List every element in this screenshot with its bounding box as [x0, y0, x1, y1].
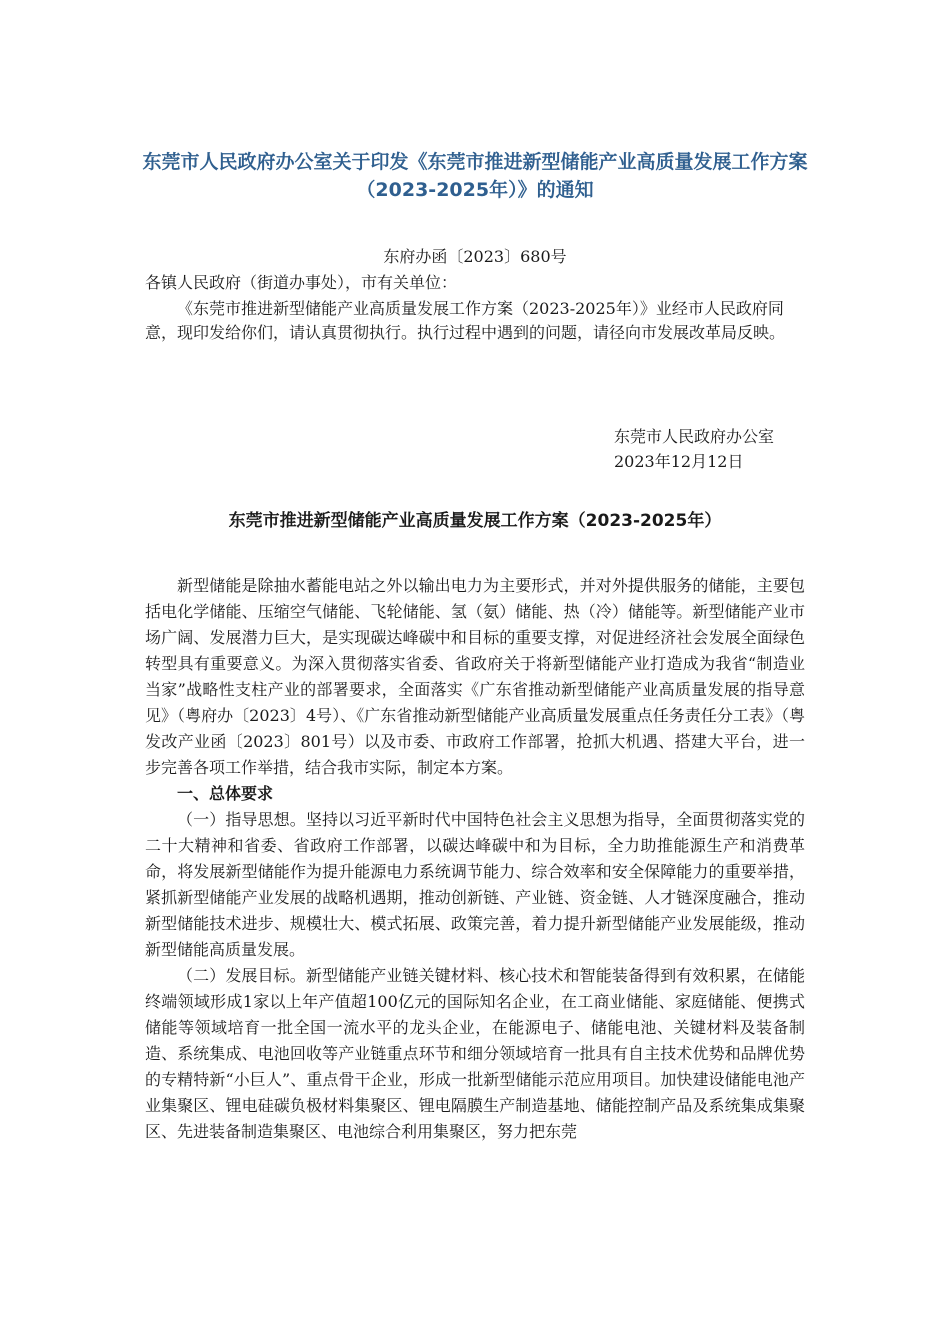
- guiding-ideology-paragraph: （一）指导思想。坚持以习近平新时代中国特色社会主义思想为指导，全面贯彻落实党的二十大精神和省委、省政府工作部署，以碳达峰碳中和为目标，全力助推能源生产和消费革命，将发展新型储能作为提升能源电力系统调节能力、综合效率和安全保障能力的重要举措，紧抓新型储能产业发展的战略机遇期，推动创新链、产业链、资金链、人才链深度融合，推动新型储能技术进步、规模壮大、模式拓展、政策完善，着力提升新型储能产业发展能级，推动新型储能高质量发展。: [145, 810, 805, 959]
- plan-preamble: 新型储能是除抽水蓄能电站之外以输出电力为主要形式，并对外提供服务的储能，主要包括电化学储能、压缩空气储能、飞轮储能、氢（氨）储能、热（冷）储能等。新型储能产业市场广阔、发展潜力巨大，是实现碳达峰碳中和目标的重要支撑，对促进经济社会发展全面绿色转型具有重要意义。为深入贯彻落实省委、省政府关于将新型储能产业打造成为我省“制造业当家”战略性支柱产业的部署要求，全面落实《广东省推动新型储能产业高质量发展的指导意见》（粤府办〔2023〕4号）、《广东省推动新型储能产业高质量发展重点任务责任分工表》（粤发改产业函〔2023〕801号）以及市委、市政府工作部署，抢抓大机遇、搭建大平台，进一步完善各项工作举措，结合我市实际，制定本方案。: [145, 576, 805, 777]
- section-heading-general-requirements: 一、总体要求: [177, 784, 274, 803]
- document-number: 东府办函〔2023〕680号: [383, 247, 567, 266]
- notice-body: 《东莞市推进新型储能产业高质量发展工作方案（2023-2025年）》业经市人民政府同意，现印发给你们，请认真贯彻执行。执行过程中遇到的问题，请径向市发展改革局反映。: [145, 299, 786, 342]
- plan-content: [145, 573, 805, 1145]
- issuing-office: 东莞市人民政府办公室: [614, 427, 775, 446]
- development-goals-paragraph: （二）发展目标。新型储能产业链关键材料、核心技术和智能装备得到有效积累，在储能终端领域形成1家以上年产值超100亿元的国际知名企业，在工商业储能、家庭储能、便携式储能等领域培育一批全国一流水平的龙头企业，在能源电子、储能电池、关键材料及装备制造、系统集成、电池回收等产业链重点环节和细分领域培育一批具有自主技术优势和品牌优势的专精特新“小巨人”、重点骨干企业，形成一批新型储能示范应用项目。加快建设储能电池产业集聚区、锂电硅碳负极材料集聚区、锂电隔膜生产制造基地、储能控制产品及系统集成集聚区、先进装备制造集聚区、电池综合利用集聚区，努力把东莞: [145, 966, 805, 1141]
- notice-title: 东莞市人民政府办公室关于印发《东莞市推进新型储能产业高质量发展工作方案（2023-2025年）》的通知: [142, 151, 808, 201]
- issue-date: 2023年12月12日: [614, 452, 744, 471]
- plan-title: 东莞市推进新型储能产业高质量发展工作方案（2023-2025年）: [228, 511, 722, 531]
- addressee: 各镇人民政府（街道办事处），市有关单位：: [145, 273, 458, 292]
